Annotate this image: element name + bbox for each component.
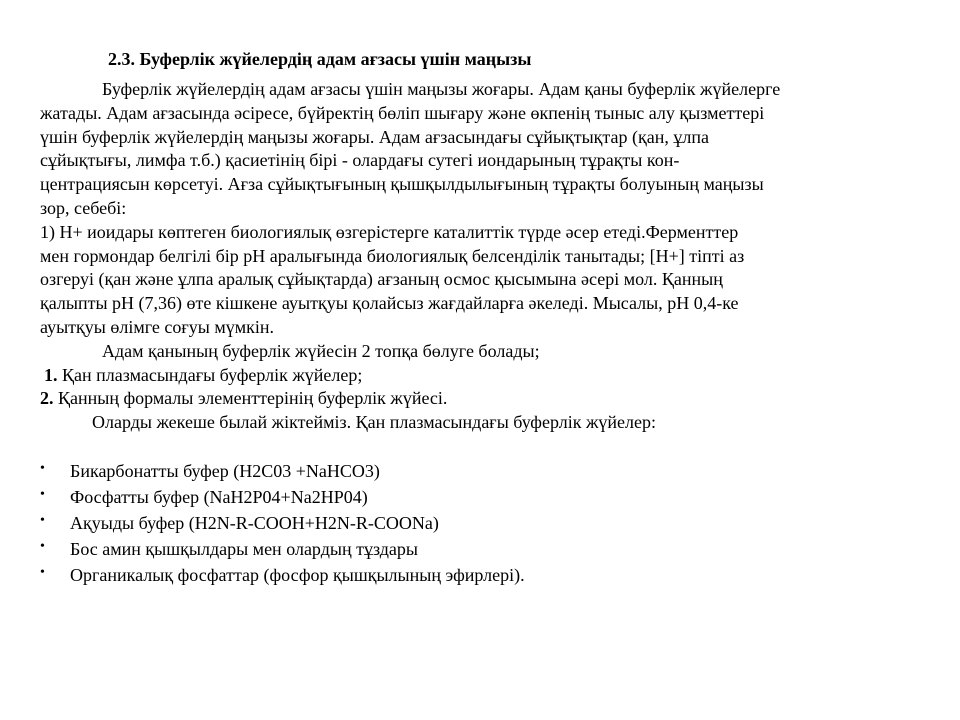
buffer-list [40, 458, 525, 588]
bullet-icon: • [40, 539, 45, 554]
bullet-icon: • [40, 487, 45, 502]
paragraph-line: озгеруі (қан және ұлпа аралық сұйықтарда) ағзаның осмос қысымына әсері мол. Қанның [40, 269, 723, 290]
list-item-text: Бос амин қышқылдары мен олардың тұздары [70, 539, 418, 559]
list-item [40, 510, 525, 536]
plasma-intro: Оларды жекеше былай жіктейміз. Қан плазмасындағы буферлік жүйелер: [92, 412, 656, 433]
list-item [40, 458, 525, 484]
paragraph-line: қалыпты рН (7,36) өте кішкене ауытқуы қолайсыз жағдайларға әкеледі. Мысалы, рН 0,4-ке [40, 293, 739, 314]
list-item [40, 536, 525, 562]
paragraph-line: 1) H+ иоидары көптеген биологиялық өзгерістерге каталиттік түрде әсер етеді.Ферменттер [40, 221, 739, 242]
paragraph-line: үшін буферлік жүйелердің маңызы жоғары. Адам ағзасындағы сұйықтықтар (қан, ұлпа [40, 126, 709, 147]
list-item-text: Ақуыды буфер (H2N-R-COOH+H2N-R-COONa) [70, 513, 439, 533]
division-intro: Адам қанының буферлік жүйесін 2 топқа бөлуге болады; [102, 340, 540, 361]
paragraph-line: зор, себебі: [40, 197, 127, 218]
list-item-text: Бикарбонатты буфер (Н2С03 +NaHCO3) [70, 461, 380, 481]
paragraph-line: центрациясын көрсетуі. Ағза сұйықтығының қышқылдылығының тұрақты болуының маңызы [40, 174, 764, 195]
paragraph-line: Буферлік жүйелердің адам ағзасы үшін маңызы жоғары. Адам қаны буферлік жүйелерге [102, 79, 781, 99]
body-text [40, 78, 940, 435]
group-number: 2. [40, 388, 54, 409]
bullet-icon: • [40, 565, 45, 580]
paragraph-line: мен гормондар белгілі бір рН аралығында биологиялық белсенділік танытады; [Н+] тіпті аз [40, 245, 745, 266]
list-item [40, 562, 525, 588]
group-text: Қан плазмасындағы буферлік жүйелер; [57, 364, 363, 385]
list-item-text: Органикалық фосфаттар (фосфор қышқылының эфирлері). [70, 565, 525, 585]
list-item [40, 484, 525, 510]
list-item-text: Фосфатты буфер (NaH2P04+Na2HP04) [70, 487, 368, 507]
group-item-1 [40, 364, 940, 388]
bullet-icon: • [40, 461, 45, 476]
group-item-2 [40, 387, 940, 411]
group-number: 1. [44, 364, 58, 385]
bullet-icon: • [40, 513, 45, 528]
paragraph-line: сұйықтығы, лимфа т.б.) қасиетінің бірі - олардағы сутегі иондарының тұрақты кон- [40, 150, 680, 171]
paragraph-line: жатады. Адам ағзасында әсіресе, бүйректің бөліп шығару және өкпенің тыныс алу қызметтері [40, 102, 765, 123]
group-text: Қанның формалы элементтерінің буферлік жүйесі. [53, 388, 448, 409]
section-heading: 2.3. Буферлік жүйелердің адам ағзасы үшін маңызы [108, 49, 532, 69]
paragraph-line: ауытқуы өлімге соғуы мүмкін. [40, 316, 275, 337]
